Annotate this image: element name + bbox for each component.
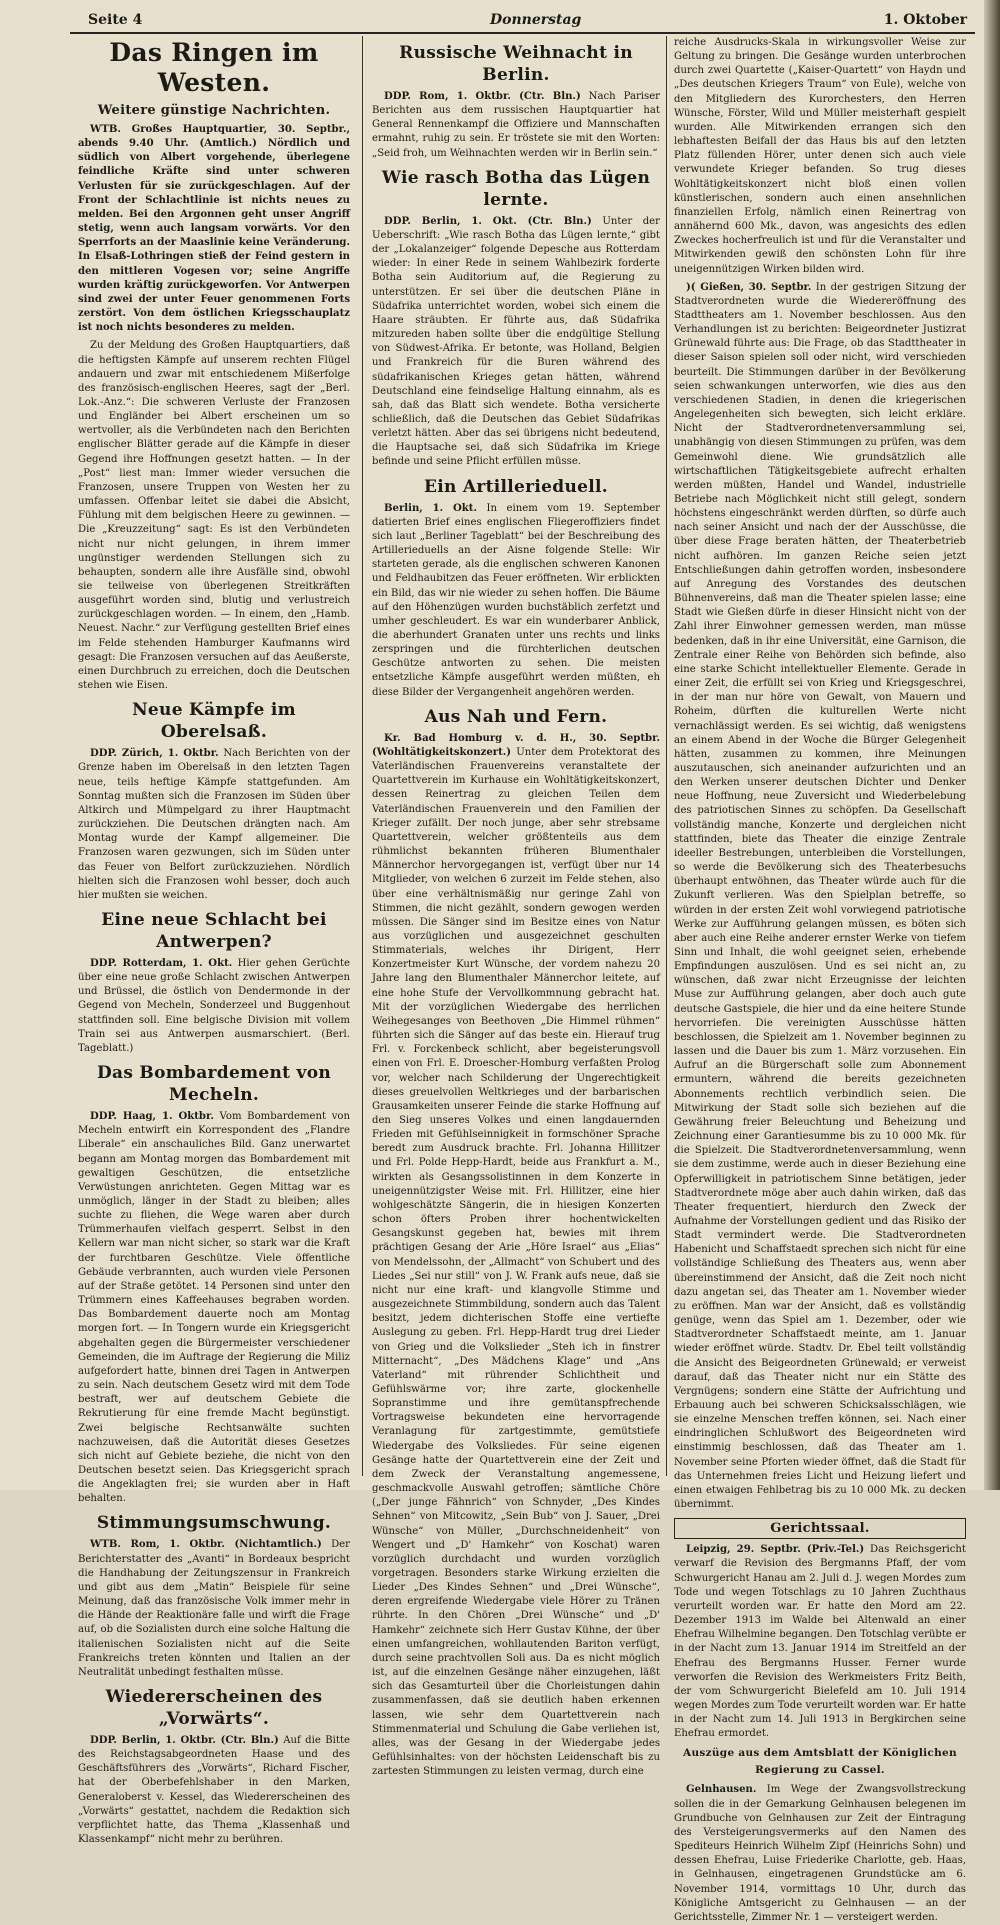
article-paragraph: DDP. Zürich, 1. Oktbr. Nach Berichten von der Grenze haben im Oberelsaß in den letzten Tagen neue, teils heftige Kämpfe stattgefunden. Am Sonntag mußten sich die Franzosen im Süden über Altkirch und Mümpelgard zu ihrer Hauptmacht zurückziehen. Die Deutschen drängten nach. Am Montag wurde der Kampf allgemeiner. Die Franzosen waren gezwungen, sich im Süden unter das Feuer von Belfort zurückzuziehen. Nördlich hielten sich die Franzosen wohl besser, doch auch hier mußten sie weichen. [78, 748, 350, 901]
article-paragraph: DDP. Haag, 1. Oktbr. Vom Bombardement von Mecheln entwirft ein Korrespondent des „Flandre Liberale“ ein anschauliches Bild. Ganz unerwartet begann am Montag morgen das Bombardement mit gewaltigen Geschützen, die entsetzliche Verwüstungen anrichteten. Gegen Mittag war es unmöglich, länger in der Stadt zu bleiben; alles suchte zu fliehen, die Wege waren aber durch Trümmerhaufen vielfach gesperrt. Selbst in den Kellern war man nicht sicher, so stark war die Kraft der furchtbaren Geschütze. Viele öffentliche Gebäude verbrannten, auch wurden viele Personen auf der Straße getötet. 14 Personen sind unter den Trümmern eines Kaffeehauses begraben worden. Das Bombardement dauerte noch am Montag morgen fort. — In Tongern wurde ein Kriegsgericht abgehalten gegen die Bürgermeister verschiedener Gemeinden, die im Auftrage der Regierung die Miliz aufgefordert hatte, binnen drei Tagen in Antwerpen zu sein. Nach deutschem Gesetz wird mit dem Tode bestraft, wer auf deutschem Gebiete die Rekrutierung für eine fremde Macht begünstigt. Zwei belgische Rechtsanwälte suchten nachzuweisen, daß die Autorität dieses Gesetzes sich nicht auf Gebiete beziehe, die nicht von den Deutschen besetzt seien. Das Kriegsgericht sprach die Angeklagten frei; sie wurden aber in Haft behalten. [78, 1111, 350, 1505]
issue-date: 1. Oktober [883, 12, 967, 28]
article-paragraph: reiche Ausdrucks-Skala in wirkungsvoller Weise zur Geltung zu bringen. Die Gesänge wurden unterbrochen durch zwei Quartette („Kaiser-Quartett“ von Haydn und „Des deutschen Kriegers Traum“ von Eule), welche von den Mitgliedern des Kurorchesters, den Herren Wünsche, Förster, Wild und Müller meisterhaft gespielt wurden. Alle Mitwirkenden errangen sich den lebhaftesten Beifall der das Haus bis auf den letzten Platz füllenden Hörer, unter denen sich auch viele verwundete Krieger befanden. So trug dieses Wohltätigkeitskonzert nicht bloß einen vollen künstlerischen, sondern auch einen ansehnlichen finanziellen Erfolg, nämlich einen Reinertrag von annähernd 600 Mk., davon, was angesichts des edlen Zweckes hocherfreulich ist und für die Veranstalter und Mitwirkenden gewiß den schönsten Lohn für ihre uneigennützigen Wirken bilden wird. [674, 37, 966, 275]
article-paragraph: DDP. Rom, 1. Oktbr. (Ctr. Bln.) Nach Pariser Berichten aus dem russischen Hauptquartier hat General Rennenkampf die Offiziere und Mannschaften ermahnt, ruhig zu sein. Er tröstete sie mit den Worten: „Seid froh, um Weihnachten werden wir in Berlin sein.“ [372, 91, 660, 159]
article-paragraph: )( Gießen, 30. Septbr. In der gestrigen Sitzung der Stadtverordneten wurde die Wiedereröffnung des Stadttheaters am 1. November beschlossen. Aus den Verhandlungen ist zu berichten: Beigeordneter Justizrat Grünewald führte aus: Die Frage, ob das Stadttheater in dieser Saison spielen soll oder nicht, wird verschieden beurteilt. Die Stimmungen darüber in der Bevölkerung seien schwankungen unterworfen, wie dies aus den verschiedenen Stadien, in denen die kriegerischen Angelegenheiten sich bewegten, sich leicht erkläre. Nicht der Stadtverordnetenversammlung sei, unabhängig von diesen Stimmungen zu prüfen, was dem Gemeinwohl diene. Wie grundsätzlich alle wirtschaftlichen Tätigkeitsgebiete aufrecht erhalten werden müßten, Handel und Wandel, industrielle Betriebe nach Möglichkeit nicht still gelegt, sondern höchstens eingeschränkt werden dürften, so dürfe auch nach seiner Ansicht und nach der der Ausschüsse, die über diese Frage beraten hätten, der Theaterbetrieb nicht aufhören. Im ganzen Reiche seien jetzt Entschließungen dahin getroffen worden, insbesondere auf Anregung des Vorstandes des deutschen Bühnenvereins, daß man die Theater spielen lasse; eine Stadt wie Gießen dürfe in dieser Hinsicht nicht von der Zahl ihrer Einwohner gemessen werden, man müsse bedenken, daß in ihr eine Universität, eine Garnison, die Zentrale einer Reihe von Behörden sich befinde, also eine starke Schicht intellektueller Elemente. Gerade in einer Zeit, die erfüllt sei von Krieg und Kriegsgeschrei, in der man nur höre von Gewalt, von Mauern und Roheim, dürften die kulturellen Werte nicht vernachlässigt werden. Es sei wichtig, daß wenigstens an einem Abend in der Woche die Bürger Gelegenheit hätten, zusammen zu kommen, ihre Meinungen auszutauschen, sich aneinander aufzurichten und an den Werken unserer deutschen Dichter und Denker neue Hoffnung, neue Zuversicht und Wiederbelebung des patriotischen Sinnes zu schöpfen. Da Gesellschaft vollständig manche, Konzerte und dergleichen nicht stattfinden, biete das Theater die einzige Zentrale ideeller Bestrebungen, unterbleiben die Vorstellungen, so werde die Bevölkerung sich des Theaterbesuchs überhaupt entwöhnen, das Theater würde auch für die Zukunft verlieren. Was den Spielplan betreffe, so würden in der ersten Zeit wohl vorwiegend patriotische Werke zur Aufführung gelangen müssen, es böten sich aber auch eine Reihe anderer ernster Werke von tiefem Sinn und Inhalt, die wohl geeignet seien, erhebende Empfindungen auszulösen. Und es sei nicht an, zu wünschen, daß zwar nicht Erzeugnisse der leichten Muse zur Aufführung gelangen, aber doch auch gute deutsche Gastspiele, die hier und da eine heitere Stunde hervorriefen. Die vereinigten Ausschüsse hätten beschlossen, die Spielzeit am 1. November beginnen zu lassen und die Dauer bis zum 1. März vorzusehen. Ein Aufruf an die Bürgerschaft solle zum Abonnement ermuntern, während die bereits gezeichneten Abonnements rechtlich verbindlich seien. Die Mitwirkung der Stadt solle sich beziehen auf die Gewährung freier Beleuchtung und Beheizung und Zeichnung einer Garantiesumme bis zu 10 000 Mk. für die Spielzeit. Die Stadtverordnetenversammlung, wenn sie dem zustimme, werde auch in dieser Beziehung eine Opferwilligkeit in patriotischem Sinne betätigen, jeder Stadtverordnete möge aber auch dahin wirken, daß das Theater frequentiert, hierdurch den Zweck der Aufnahme der Vorstellungen gedient und das Risiko der Stadt vermindert werde. Die Stadtverordneten Habenicht und Schaffstaedt sprechen sich nicht für eine vollständige Schließung des Theaters aus, wenn aber übereinstimmend der Ansicht, daß die Zeit noch nicht dazu angetan sei, das Theater am 1. November wieder zu eröffnen. Man war der Ansicht, daß es vollständig genüge, wenn das Spiel am 1. Dezember, oder wie Stadtverordneter Schaffstaedt meinte, am 1. Januar wieder eröffnet würde. Stadtv. Dr. Ebel teilt vollständig die Ansicht des Beigeordneten Grünewald; er verweist darauf, daß das Theater nicht nur ein Stätte des Vergnügens; sondern eine Stätte der Aufrichtung und Erbauung auch bei schweren Schicksalsschlägen, wie sie einzelne Menschen treffen können, sei. Nach einer eindringlichen Schlußwort des Beigeordneten wird einstimmig beschlossen, daß das Theater am 1. November seine Pforten wieder öffnet, daß die Stadt für das Unternehmen freies Licht und Heizung liefert und einen etwaigen Fehlbetrag bis zu 10 000 Mk. zu decken übernimmt. [674, 281, 966, 1511]
article-headline: Neue Kämpfe im Oberelsaß. [132, 700, 296, 743]
section-headline: Auszüge aus dem Amtsblatt der Königlichen Regierung zu Cassel. [683, 1747, 957, 1777]
article-paragraph: WTB. Rom, 1. Oktbr. (Nichtamtlich.) Der Berichterstatter des „Avanti“ in Bordeaux bespricht die Handhabung der Zeitungszensur in Frankreich und gibt aus dem „Matin“ Beispiele für seine Meinung, daß das französische Volk immer mehr in die Hände der Reaktionäre falle und wirft die Frage auf, ob die Sozialisten durch eine solche Haltung die italienischen Sozialisten nicht auf die Seite Frankreichs treten könnten und Italien an der Neutralität unbedingt festhalten müsse. [78, 1539, 350, 1678]
article-paragraph: Berlin, 1. Okt. In einem vom 19. September datierten Brief eines englischen Fliegeroffiziers findet sich laut „Berliner Tageblatt“ bei der Beschreibung des Artillerieduells an der Aisne folgende Stelle: Wir starteten gerade, als die englischen schweren Kanonen und Feldhaubitzen das Feuer eröffneten. Wir erblickten ein Bild, das wir nie wieder zu sehen hoffen. Die Bäume auf den Höhenzügen wurden buchstäblich zerfetzt und umher geschleudert. Es war ein wunderbarer Anblick, die aberhundert Granaten unter uns rechts und links zerspringen und die fürchterlichen deutschen Geschütze antworten zu sehen. Die meisten entsetzliche Kämpfe ausgeführt werden müßten, eh diese Bilder der Vergangenheit angehören werden. [372, 502, 660, 698]
weekday: Donnerstag [490, 12, 582, 28]
page-header [70, 6, 975, 34]
article-paragraph: DDP. Rotterdam, 1. Okt. Hier gehen Gerüchte über eine neue große Schlacht zwischen Antwerpen und Brüssel, die östlich von Dendermonde in der Gegend von Mecheln, Sonderzeel und Buggenhout stattfinden soll. Eine belgische Division mit vollem Train sei aus Antwerpen ausmarschiert. (Berl. Tageblatt.) [78, 957, 350, 1054]
article-headline: Ein Artillerieduell. [423, 476, 608, 497]
article-headline: Stimmungsumschwung. [96, 1513, 332, 1534]
page-number: Seite 4 [88, 12, 143, 28]
article-paragraph: WTB. Großes Hauptquartier, 30. Septbr., abends 9.40 Uhr. (Amtlich.) Nördlich und südlich von Albert vorgehende, überlegene feindliche Kräfte sind unter schweren Verlusten für sie zurückgeschlagen. Auf der Front der Schlachtlinie ist nichts neues zu melden. Bei den Argonnen geht unser Angriff stetig, wenn auch langsam vorwärts. Vor den Sperrforts an der Maaslinie keine Veränderung. In Elsaß-Lothringen stieß der Feind gestern in den mittleren Vogesen vor; seine Angriffe wurden kräftig zurückgeworfen. Vor Antwerpen sind zwei der unter Feuer genommenen Forts zerstört. Von dem östlichen Kriegsschauplatz ist noch nichts besonderes zu melden. [78, 124, 350, 334]
article-headline: Wiedererscheinen des „Vorwärts“. [105, 1687, 323, 1729]
page-edge-shadow [984, 0, 1000, 1490]
article-headline: Russische Weihnacht in Berlin. [399, 43, 633, 85]
subheadline: Weitere günstige Nachrichten. [97, 103, 331, 118]
column-2 [372, 36, 660, 1778]
article-paragraph: Kr. Bad Homburg v. d. H., 30. Septbr. (Wohltätigkeitskonzert.) Unter dem Protektorat des Vaterländischen Frauenvereins veranstaltete der Quartettverein im Kurhause ein Wohltätigkeitskonzert, dessen Reinertrag zu gleichen Teilen dem Vaterländischen Frauenverein und den Familien der Krieger zufällt. Der noch junge, aber sehr strebsame Quartettverein, welcher größtenteils aus dem rühmlichst bekannten früheren Blumenthaler Männerchor hervorgegangen ist, verfügt über nur 14 Mitglieder, von welchen 6 zurzeit im Felde stehen, also über eine verhältnismäßig nur geringe Zahl von Stimmen, die nicht gezählt, sondern gewogen werden müssen. Die Sänger sind im Besitze eines von Natur aus vorzüglichen und ausgezeichnet geschulten Stimmaterials, welches ihr Dirigent, Herr Konzertmeister Kurt Wünsche, der vordem nahezu 20 Jahre lang den Blumenthaler Männerchor leitete, auf eine hohe Stufe der Vervollkommnung gebracht hat. Mit der vorzüglichen Wiedergabe des herrlichen Weihegesanges von Beethoven „Die Himmel rühmen“ führten sich die Sänger auf das beste ein. Hierauf trug Frl. v. Forckenbeck schlicht, aber begeisterungsvoll einen von Frl. E. Droescher-Homburg verfaßten Prolog vor, welcher nach Schilderung der Ungerechtigkeit dieses greuelvollen Weltkrieges und der barbarischen Grausamkeiten unserer Feinde die starke Hoffnung auf den Sieg unseres Volkes und einen langdauernden Frieden mit Gefühlseinnigkeit in formschöner Sprache beredt zum Ausdruck brachte. Frl. Johanna Hillitzer und Frl. Polde Hepp-Hardt, beide aus Frankfurt a. M., wirkten als Gesangssolistinnen in dem Konzerte in uneigennützigster Weise mit. Frl. Hillitzer, eine hier wohlgeschätzte Sängerin, die in hiesigen Konzerten schon öfters Proben ihrer hochentwickelten Gesangskunst gegeben hat, bewies mit ihrem prächtigen Gesang der Arie „Höre Israel“ aus „Elias“ von Mendelssohn, der „Allmacht“ von Schubert und des Liedes „Sei nur still“ von J. W. Frank aufs neue, daß sie nicht nur eine kraft- und klangvolle Stimme und ausgezeichnete Stimmbildung, sondern auch das Talent besitzt, jedem dichterischen Stoffe eine vertiefte Auslegung zu geben. Frl. Hepp-Hardt trug drei Lieder von Grieg und die Volkslieder „Steh ich in finstrer Mitternacht“, „Des Mädchens Klage“ und „Ans Vaterland“ mit rührender Schlichtheit und Gefühlswärme vor; ihre zarte, glockenhelle Sopranstimme und ihre gemütanspfrechende Vortragsweise bekundeten eine hervorragende Veranlagung für zartgestimmte, gemütstiefe Wiedergabe des Volksliedes. Für seine eigenen Gesänge hatte der Quartettverein eine der Zeit und dem Zweck der Veranstaltung angemessene, geschmackvolle Auswahl getroffen; sämtliche Chöre („Der junge Fähnrich“ von Schnyder, „Des Kindes Sehnen“ von Mitcowitz, „Sein Bub“ von J. Sauer, „Drei Wünsche“ von Müller, „Durchschneidenheit“ von Wengert und „D' Hamkehr“ von Koschat) waren vorzüglich durchdacht und wurden vorzüglich vorgetragen. Besonders starke Wirkung erzielten die Lieder „Des Kindes Sehnen“ und „Drei Wünsche“, deren ergreifende Wiedergabe viele Hörer zu Tränen rührte. In den Chören „Drei Wünsche“ und „D' Hamkehr“ zeichnete sich Herr Gustav Kühne, der über einen umfangreichen, wohllautenden Bariton verfügt, durch seine prachtvollen Soli aus. Da es nicht möglich ist, auf die einzelnen Gesänge näher einzugehen, läßt sich das Gesamturteil über die Chorleistungen dahin zusammenfassen, daß sie deutlich haben erkennen lassen, wie sehr dem Quartettverein nach Stimmenmaterial und Schulung die Gabe verliehen ist, alles, was der Gesang in der Wiedergabe jedes Gefühlsinhaltes: von der höchsten Leidenschaft bis zu zartesten Stimmungen zu leisten vermag, durch eine [372, 732, 660, 1778]
main-headline: Das Ringen im Westen. [109, 38, 319, 97]
section-headline: Gerichtssaal. [674, 1518, 966, 1539]
article-paragraph: Gelnhausen. Im Wege der Zwangsvollstreckung sollen die in der Gemarkung Gelnhausen belegenen im Grundbuche von Gelnhausen zur Zeit der Eintragung des Versteigerungsvermerks auf den Namen des Spediteurs Heinrich Wilhelm Zipf (Heinrichs Sohn) und dessen Ehefrau, Luise Friederike Charlotte, geb. Haas, in Gelnhausen, eingetragenen Grundstücke am 6. November 1914, vormittags 10 Uhr, durch das Königliche Amtsgericht zu Gelnhausen — an der Gerichtsstelle, Zimmer Nr. 1 — versteigert werden. [674, 1784, 966, 1923]
column-3 [674, 36, 966, 1923]
article-paragraph: DDP. Berlin, 1. Oktbr. (Ctr. Bln.) Auf die Bitte des Reichstagsabgeordneten Haase und des Geschäftsführers des „Vorwärts“, Richard Fischer, hat der Oberbefehlshaber in den Marken, Generaloberst v. Kessel, das Wiedererscheinen des „Vorwärts“ gestattet, nachdem die Redaktion sich verpflichtet hatte, das Thema „Klassenhaß und Klassenkampf“ nicht mehr zu berühren. [78, 1735, 350, 1846]
article-headline: Wie rasch Botha das Lügen lernte. [381, 167, 651, 210]
article-headline: Aus Nah und Fern. [424, 706, 608, 727]
article-paragraph: Leipzig, 29. Septbr. (Priv.-Tel.) Das Reichsgericht verwarf die Revision des Bergmanns Pfaff, der vom Schwurgericht Hanau am 2. Juli d. J. wegen Mordes zum Tode und wegen Totschlags zu 10 Jahren Zuchthaus verurteilt worden war. Er hatte den Mord am 22. Dezember 1913 im Walde bei Altenwald an einer Ehefrau Wilhelmine begangen. Den Totschlag verübte er in der Nacht zum 13. Januar 1914 im Streitfeld an der Ehefrau des Bergmanns Husser. Ferner wurde verworfen die Revision des Werkmeisters Fritz Beith, der vom Schwurgericht Bielefeld am 10. Juli 1914 wegen Mordes zum Tode verurteilt worden war. Er hatte in der Nacht zum 14. Juli 1913 in Bergkirchen seine Ehefrau ermordet. [674, 1544, 966, 1740]
column-1 [78, 36, 350, 1846]
column-rule [362, 36, 363, 1476]
article-paragraph: DDP. Berlin, 1. Okt. (Ctr. Bln.) Unter der Ueberschrift: „Wie rasch Botha das Lügen lernte,“ gibt der „Lokalanzeiger“ folgende Depesche aus Rotterdam wieder: In einer Rede in seinem Wahlbezirk forderte Botha sein Auditorium auf, die Regierung zu unterstützen. Er sei über die deutschen Pläne in Südafrika unterrichtet worden, wobei sich einem die Haare sträubten. Er führte aus, daß Südafrika mitzureden haben sollte über die endgültige Stellung von Südwest-Afrika. Er betonte, was Holland, Belgien und Frankreich für die Buren während des südafrikanischen Krieges getan hätten, während Deutschland eine feindselige Haltung einnahm, als es sah, daß das Blatt sich wendete. Botha versicherte schließlich, daß die Deutschen das Gebiet Südafrikas verletzt hätten. Aber das sei übrigens nicht bedeutend, die Hauptsache sei, daß sich Südafrika im Kriege befinde und seine Pflicht erfüllen müsse. [372, 215, 660, 468]
article-paragraph: Zu der Meldung des Großen Hauptquartiers, daß die heftigsten Kämpfe auf unserem rechten Flügel andauern und zwar mit entschiedenem Mißerfolge des französisch-englischen Heeres, sagt der „Berl. Lok.-Anz.“: Die schweren Verluste der Franzosen und Engländer bei Albert erscheinen um so wertvoller, als die Verbündeten nach den Berichten englischer Blätter gerade auf die Kämpfe in dieser Gegend ihre Hoffnungen gesetzt hatten. — In der „Post“ liest man: Immer wieder versuchen die Franzosen, unsere Truppen von Westen her zu umfassen. Offenbar leitet sie dabei die Absicht, Fühlung mit dem belgischen Heere zu gewinnen. — Die „Kreuzzeitung“ sagt: Es ist den Verbündeten nicht nur nicht gelungen, in ihrem immer ungünstiger werdenden Stellungen sich zu behaupten, sondern alle ihre Ausfälle sind, obwohl sie teilweise von überlegenen Streitkräften ausgeführt worden sind, blutig und verlustreich zurückgeschlagen worden. — In einem, den „Hamb. Neuest. Nachr.“ zur Verfügung gestellten Brief eines im Felde stehenden Hamburger Kaufmanns wird gesagt: Die Franzosen versuchen auf das Aeußerste, einen Durchbruch zu erreichen, doch die Deutschen stehen wie Eisen. [78, 340, 350, 692]
article-headline: Das Bombardement von Mecheln. [96, 1063, 331, 1106]
column-rule [666, 36, 667, 1476]
article-headline: Eine neue Schlacht bei Antwerpen? [101, 909, 327, 952]
